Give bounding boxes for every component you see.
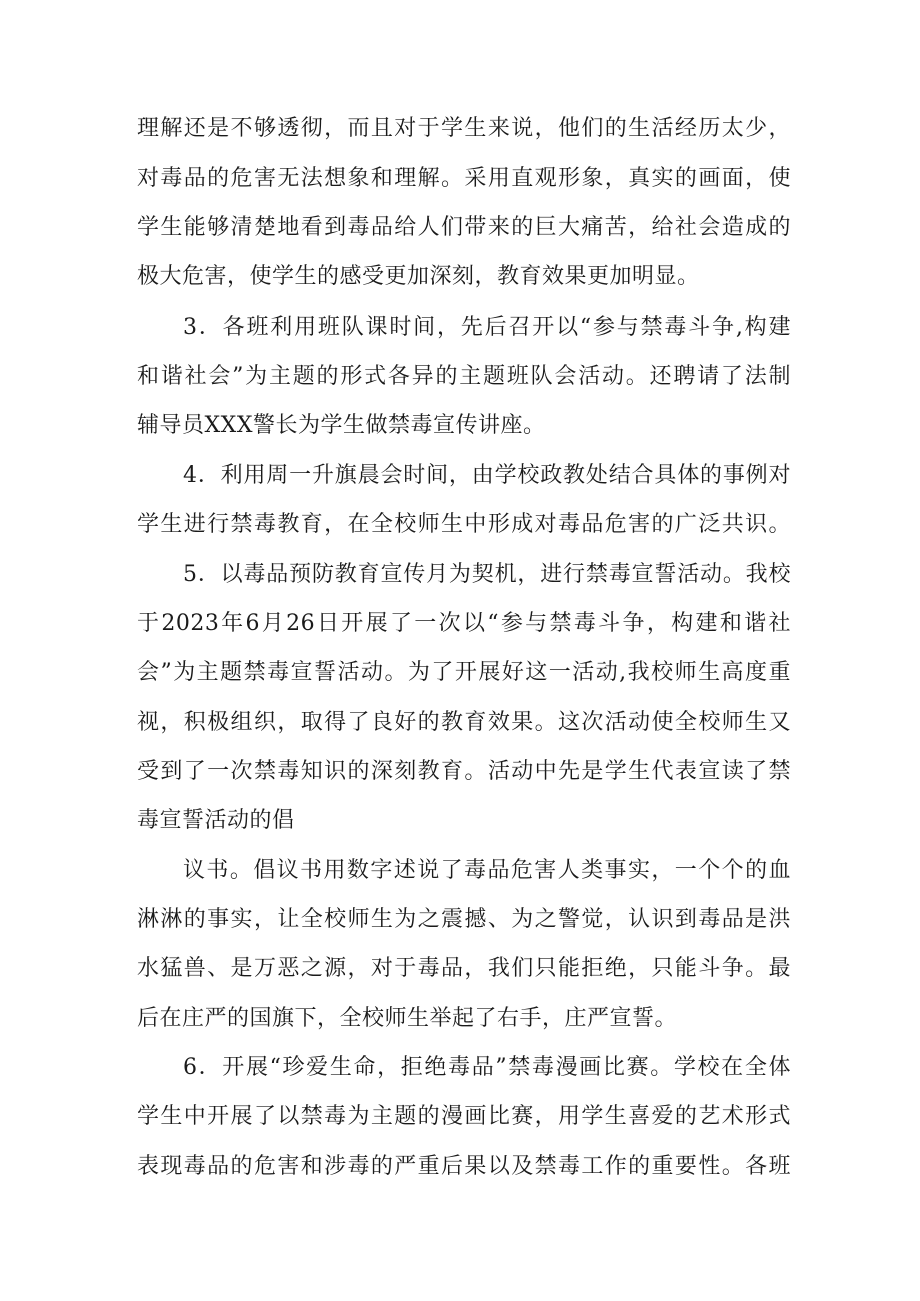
- text-line: 会”为主题禁毒宣誓活动。为了开展好这一活动,我校师生高度重: [137, 660, 791, 685]
- text-line: 学生中开展了以禁毒为主题的漫画比赛，用学生喜爱的艺术形式: [137, 1104, 791, 1129]
- text-line: 于2023年6月26日开展了一次以“参与禁毒斗争，构建和谐社: [137, 611, 791, 636]
- text-line: 学生能够清楚地看到毒品给人们带来的巨大痛苦，给社会造成的: [137, 215, 791, 240]
- text-line: 6．开展“珍爱生命，拒绝毒品”禁毒漫画比赛。学校在全体: [183, 1055, 791, 1080]
- text-line: 表现毒品的危害和涉毒的严重后果以及禁毒工作的重要性。各班: [137, 1154, 791, 1179]
- text-line: 淋淋的事实，让全校师生为之震撼、为之警觉，认识到毒品是洪: [137, 907, 791, 932]
- text-line: 极大危害，使学生的感受更加深刻，教育效果更加明显。: [137, 264, 700, 289]
- text-line: 毒宣誓活动的倡: [137, 808, 295, 833]
- text-line: 水猛兽、是万恶之源，对于毒品，我们只能拒绝，只能斗争。最: [137, 956, 791, 981]
- text-line: 受到了一次禁毒知识的深刻教育。活动中先是学生代表宣读了禁: [137, 759, 791, 784]
- text-line: 视，积极组织，取得了良好的教育效果。这次活动使全校师生又: [137, 710, 791, 735]
- text-line: 4．利用周一升旗晨会时间，由学校政教处结合具体的事例对: [183, 463, 791, 488]
- text-line: 对毒品的危害无法想象和理解。采用直观形象，真实的画面，使: [137, 166, 791, 191]
- text-line: 5．以毒品预防教育宣传月为契机，进行禁毒宣誓活动。我校: [183, 562, 791, 587]
- text-line: 和谐社会”为主题的形式各异的主题班队会活动。还聘请了法制: [137, 364, 791, 389]
- text-line: 学生进行禁毒教育，在全校师生中形成对毒品危害的广泛共识。: [137, 512, 791, 537]
- text-line: 3．各班利用班队课时间，先后召开以“参与禁毒斗争,构建: [183, 315, 791, 340]
- text-line: 议书。倡议书用数字述说了毒品危害人类事实，一个个的血: [183, 858, 791, 883]
- text-line: 辅导员XXX警长为学生做禁毒宣传讲座。: [137, 413, 546, 438]
- text-line: 后在庄严的国旗下，全校师生举起了右手，庄严宣誓。: [137, 1006, 678, 1031]
- text-line: 理解还是不够透彻，而且对于学生来说，他们的生活经历太少，: [137, 116, 791, 141]
